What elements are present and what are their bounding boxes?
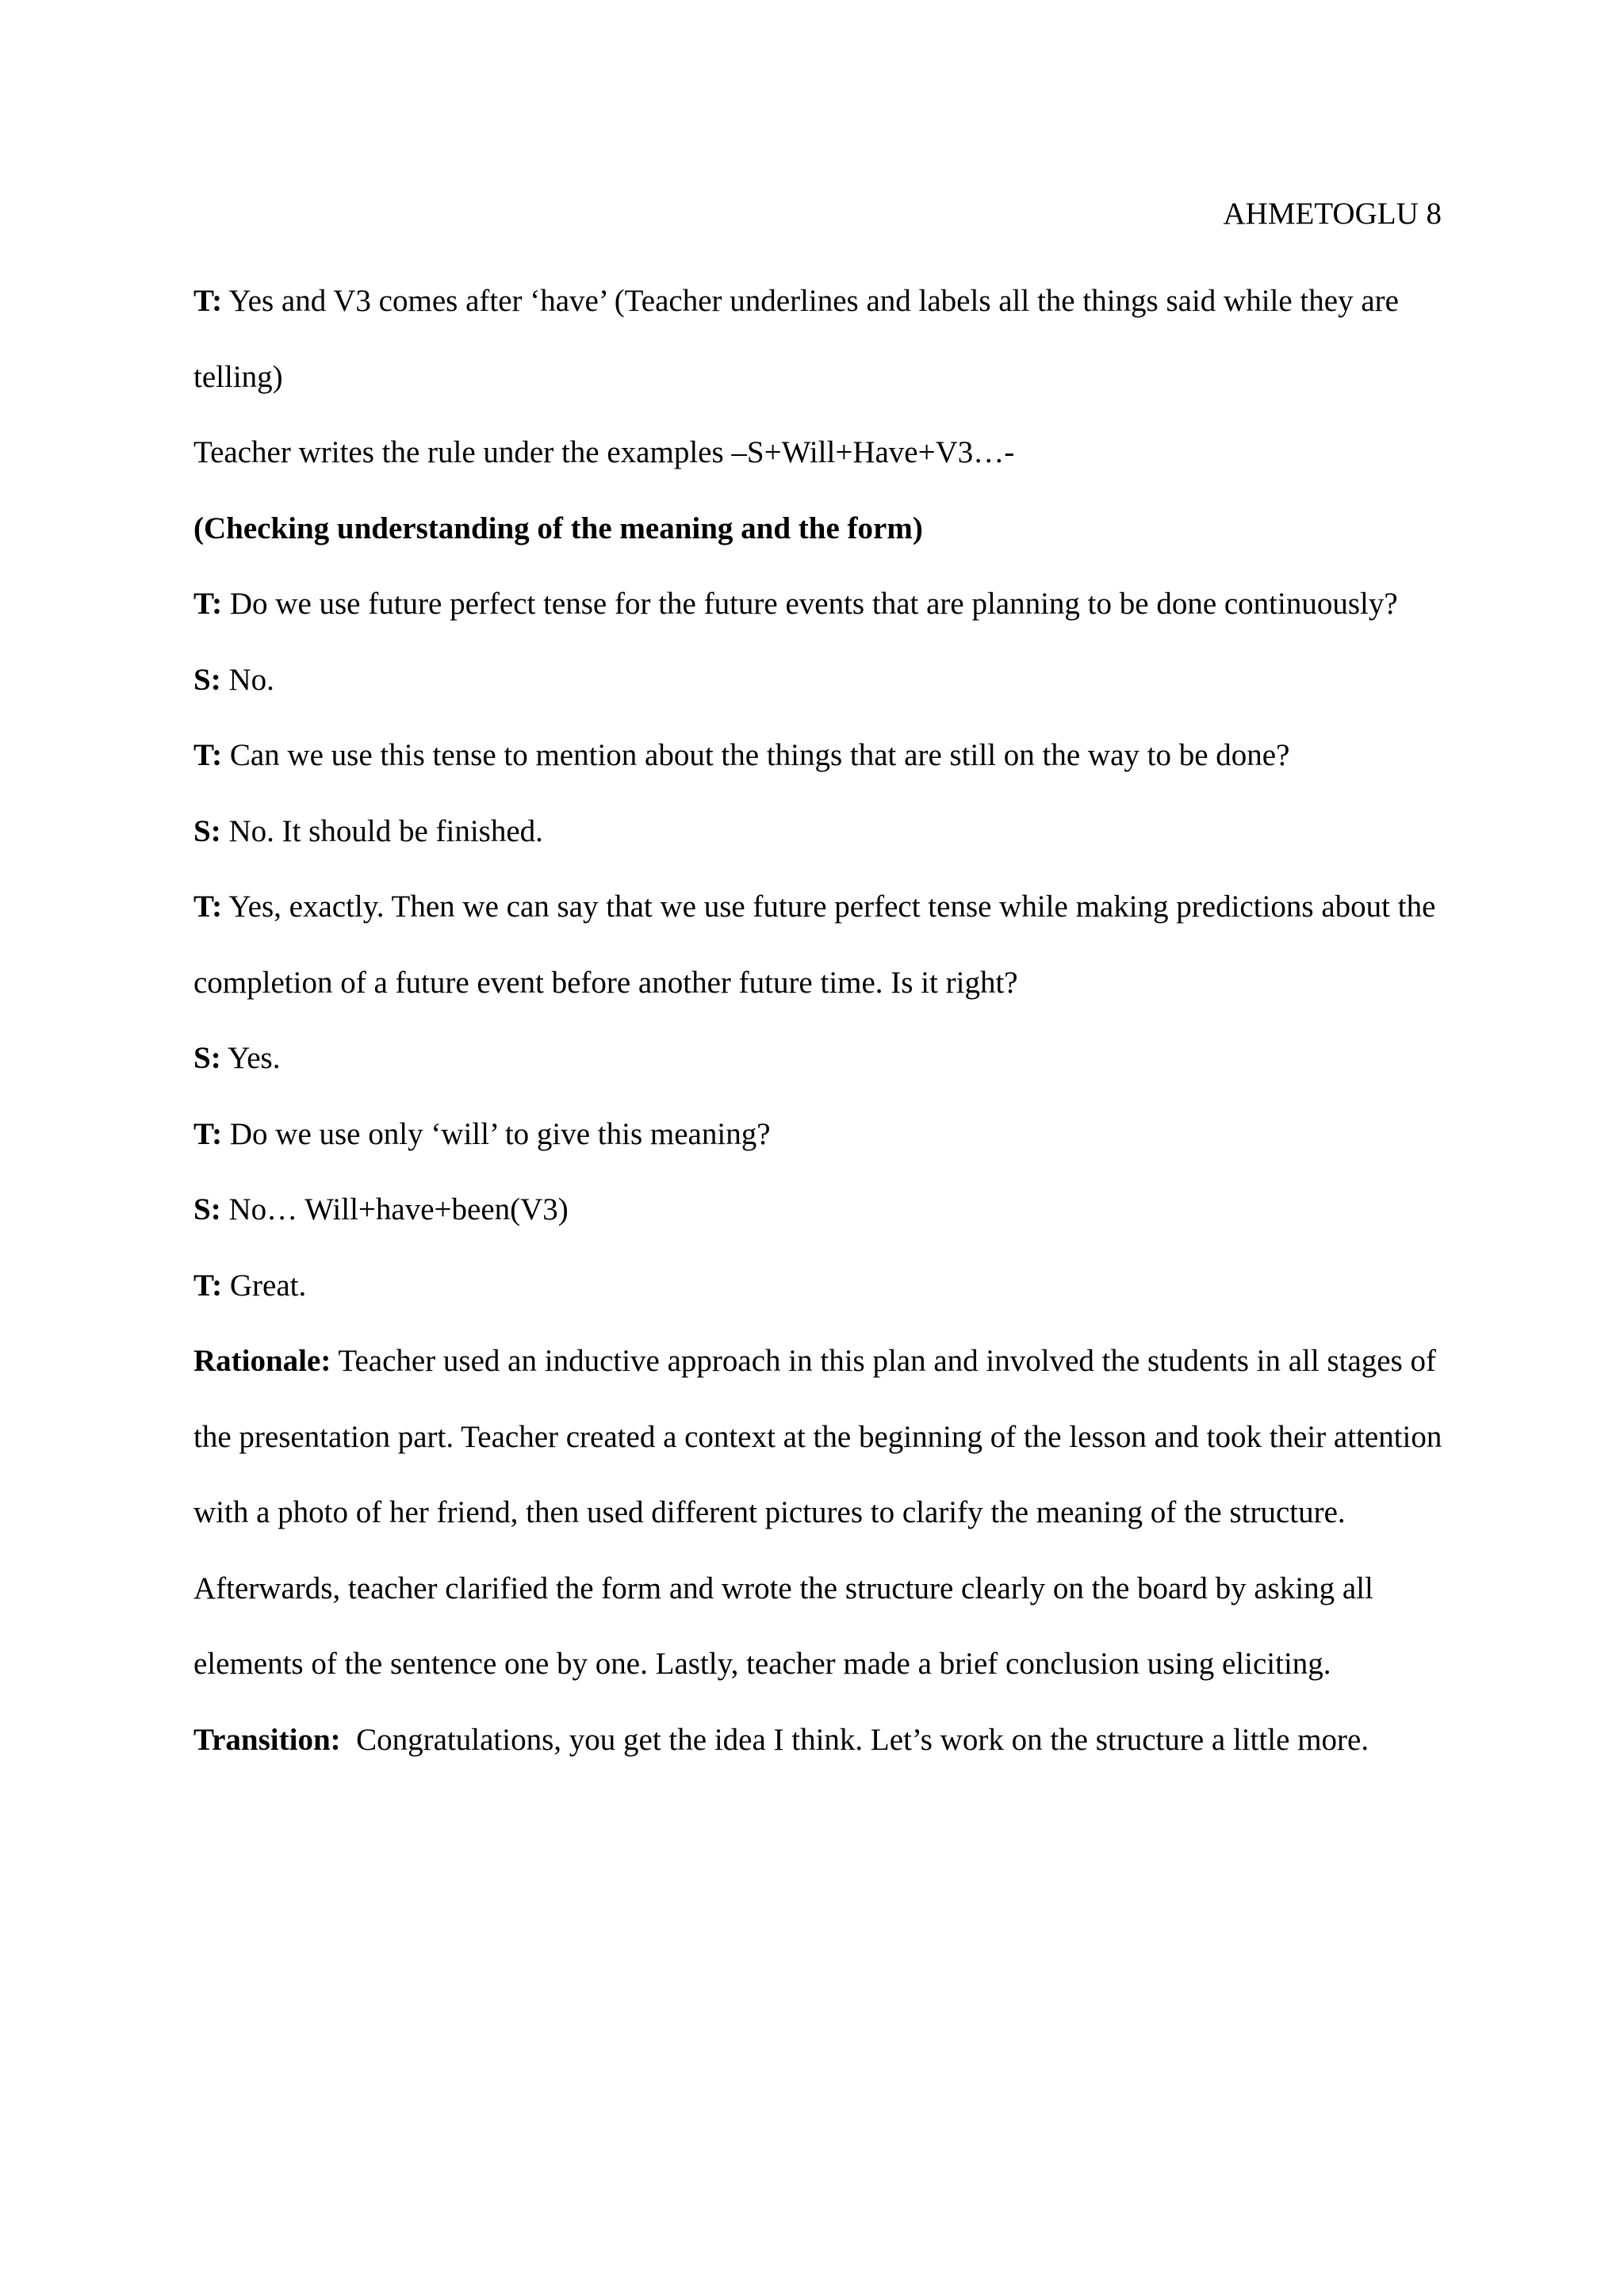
rationale-paragraph — [193, 1323, 1445, 1702]
speaker-label: T: — [193, 738, 223, 772]
dialogue-line — [193, 1096, 1445, 1173]
dialogue-line — [193, 263, 1445, 415]
speaker-label: T: — [193, 587, 223, 621]
dialogue-text: Yes, exactly. Then we can say that we use future perfect tense while making predictions about the completion of a future event before another future time. Is it right? — [193, 890, 1436, 1000]
dialogue-line — [193, 718, 1445, 794]
dialogue-text: Do we use only ‘will’ to give this meaning? — [222, 1116, 771, 1151]
speaker-label: S: — [193, 1192, 221, 1226]
dialogue-line — [193, 1248, 1445, 1324]
section-heading: (Checking understanding of the meaning and the form) — [193, 511, 923, 545]
document-body — [193, 263, 1445, 1777]
speaker-label: S: — [193, 1041, 221, 1075]
rationale-label: Rationale: — [193, 1344, 331, 1378]
dialogue-line — [193, 566, 1445, 642]
dialogue-text: Yes and V3 comes after ‘have’ (Teacher underlines and labels all the things said while they are telling) — [193, 284, 1399, 394]
dialogue-line — [193, 869, 1445, 1020]
dialogue-line — [193, 1172, 1445, 1248]
narration-line: Teacher writes the rule under the examples –S+Will+Have+V3…- — [193, 435, 1015, 469]
speaker-label: T: — [193, 1116, 223, 1151]
transition-label: Transition: — [193, 1722, 341, 1757]
transition-text: Congratulations, you get the idea I think. Let’s work on the structure a little more. — [340, 1722, 1369, 1757]
speaker-label: S: — [193, 662, 221, 697]
speaker-label: T: — [193, 284, 223, 318]
speaker-label: S: — [193, 813, 221, 848]
dialogue-text: No… Will+have+been(V3) — [220, 1192, 569, 1226]
dialogue-text: Great. — [222, 1268, 307, 1303]
dialogue-line — [193, 642, 1445, 718]
dialogue-text: No. — [220, 662, 274, 697]
transition-paragraph — [193, 1702, 1445, 1778]
rationale-text: Teacher used an inductive approach in this plan and involved the students in all stages of the presentation part. Teacher created a context at the beginning of the lesson and took their attention with a photo of her friend, then used different pictures to clarify the meaning of the structure. Afterwards, teacher clarified the form and wrote the structure clearly on the board by asking all elements of the sentence one by one. Lastly, teacher made a brief conclusion using eliciting. — [193, 1344, 1442, 1681]
running-head: AHMETOGLU 8 — [1223, 197, 1442, 231]
speaker-label: T: — [193, 890, 223, 924]
dialogue-text: Yes. — [220, 1041, 281, 1075]
dialogue-line — [193, 794, 1445, 870]
dialogue-line — [193, 1020, 1445, 1096]
dialogue-text: No. It should be finished. — [220, 813, 543, 848]
dialogue-text: Do we use future perfect tense for the future events that are planning to be done continuously? — [222, 587, 1398, 621]
dialogue-text: Can we use this tense to mention about the things that are still on the way to be done? — [222, 738, 1290, 772]
speaker-label: T: — [193, 1268, 223, 1303]
